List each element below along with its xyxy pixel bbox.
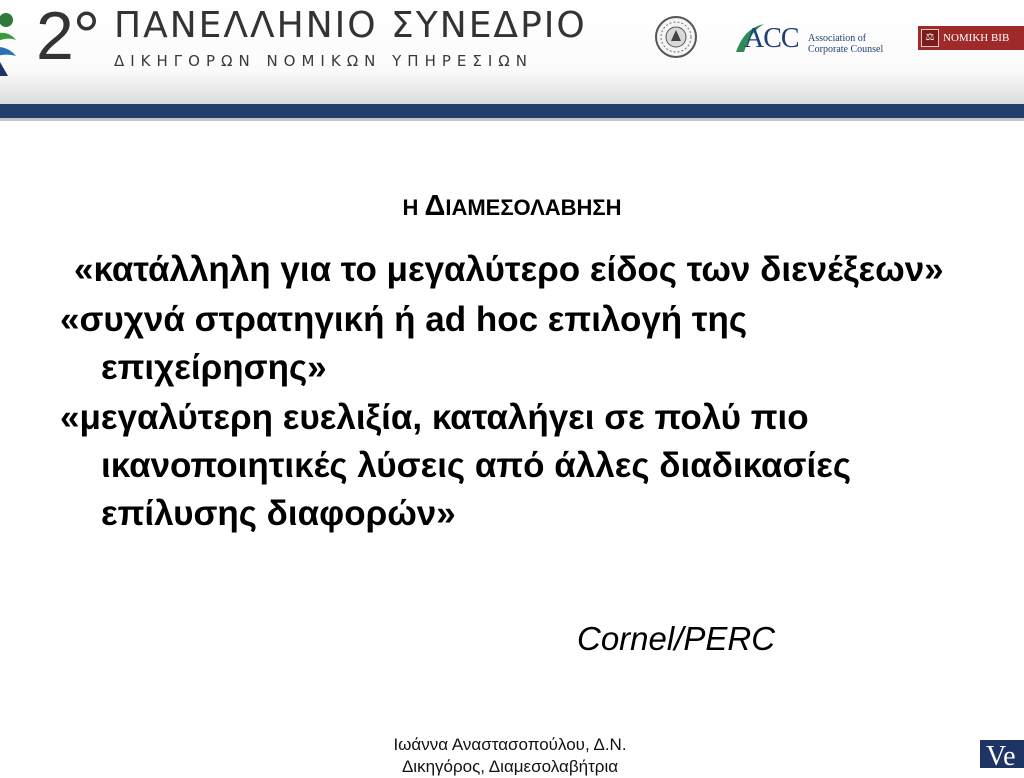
quote-item: «μεγαλύτερη ευελιξία, καταλήγει σε πολύ πιο ικανοποιητικές λύσεις από άλλες διαδικασίες επίλυσης διαφορών»: [60, 398, 852, 533]
footer-role: Δικηγόρος, Διαμεσολαβήτρια: [401, 757, 619, 776]
slide-footer: [320, 734, 700, 778]
header-divider-bar: [0, 104, 1024, 118]
slide-title-prefix: Η: [402, 195, 425, 220]
acc-name-line2: Corporate Counsel: [808, 44, 884, 55]
quote-item: «συχνά στρατηγική ή ad hoc επιλογή της επιχείρησης»: [60, 300, 748, 387]
nomiki-logo: [918, 26, 1024, 50]
slide-title: [0, 186, 1024, 228]
bar-association-seal-icon: [654, 14, 698, 60]
acc-abbreviation: ACC: [744, 23, 799, 54]
nomiki-name: ΝΟΜΙΚΗ ΒΙΒ: [943, 32, 1010, 44]
footer-author: Ιωάννα Αναστασοπούλου, Δ.Ν.: [393, 735, 627, 754]
header-divider-line: [0, 118, 1024, 121]
quote-attribution: Cornel/PERC: [577, 620, 776, 657]
conference-number: 2°: [36, 0, 100, 74]
slide-title-main: [425, 190, 622, 222]
conference-emblem-icon: [0, 6, 22, 76]
nomiki-emblem-icon: ⚖: [921, 29, 939, 47]
conference-header: [0, 0, 1024, 104]
acc-logo: [734, 20, 894, 60]
conference-title: ΠΑΝΕΛΛΗΝΙΟ ΣΥΝΕΔΡΙΟ: [114, 5, 587, 46]
slide-title-rest: ΙΑΜΕΣΟΛΑΒΗΣΗ: [445, 195, 622, 220]
quote-list: [60, 246, 960, 540]
slide-title-initial: Δ: [424, 190, 446, 222]
conference-subtitle: ΔΙΚΗΓΟΡΩΝ ΝΟΜΙΚΩΝ ΥΠΗΡΕΣΙΩΝ: [114, 52, 533, 70]
quote-item: «κατάλληλη για το μεγαλύτερο είδος των διενέξεων»: [74, 250, 944, 289]
acc-name-line1: Association of: [808, 33, 867, 44]
corner-logo: Ve: [980, 740, 1024, 768]
